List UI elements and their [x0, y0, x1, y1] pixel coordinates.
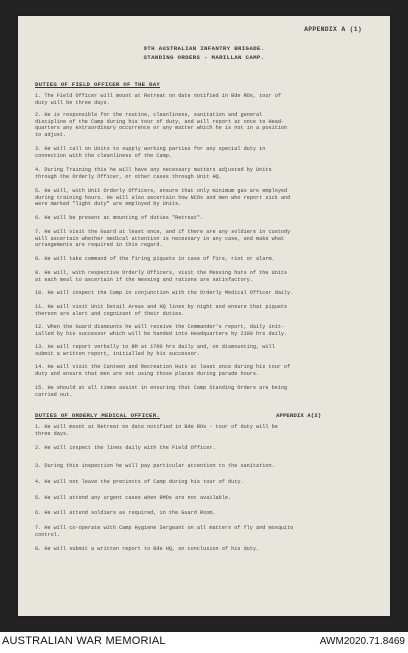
- section1-heading: DUTIES OF FIELD OFFICER OF THE DAY: [35, 81, 161, 88]
- section2-para: 6. He will attend soldiers as required, in the Guard Room.: [35, 510, 216, 516]
- section2-para: 8. He will submit a written report to Bde HQ, on conclusion of his duty.: [35, 546, 260, 552]
- section1-para: 7. He will visit the Guard at least once, and if there are any soldiers in custody will ascertain whether medical attention is necessary in any case, and make what arrangements are required in this regard.: [35, 229, 291, 249]
- section2-para: 3. During this inspection he will pay particular attention to the sanitation.: [35, 463, 275, 469]
- section1-para: 2. He is responsible for the routine, cleanliness, sanitation and general discipline of the Camp during his tour of duty, and will report at once to Head- quarters any extraordinary occurrence or any matter which he is not in a position to adjust.: [35, 112, 288, 138]
- section2-para: 5. He will attend any urgent cases when RMOs are not available.: [35, 495, 232, 501]
- section1-para: 11. He will visit Unit Detail Areas and HQ lines by night and ensure that piquets thereon are alert and cognizant of their duties.: [35, 304, 288, 317]
- section1-para: 10. He will inspect the Camp in conjunction with the Orderly Medical Officer daily.: [35, 290, 294, 296]
- section1-para: 13. He will report verbally to BM at 1700 hrs daily and, on dismounting, will submit a written report, initialled by his successor.: [35, 344, 275, 357]
- section1-para: 14. He will visit the Canteen and Recreation Huts at least once during his tour of duty and ensure that men are not using those places during parade hours.: [35, 364, 291, 377]
- footer-bar: [0, 632, 408, 653]
- section2-para: 1. He will mount at Retreat on date notified in Bde ROs - tour of duty will be three days.: [35, 424, 278, 437]
- orders-header: STANDING ORDERS - MARILLAN CAMP.: [143, 54, 265, 61]
- section1-para: 12. When the Guard dismounts he will receive the Commander's report, daily init- ialled by his successor which will be handed into Headquarters by 2100 hrs daily.: [35, 324, 288, 337]
- section1-para: 5. He will, with Unit Orderly Officers, ensure that only minimum gas are employed during training hours. He will also ascertain how NCOs and men who report sick and were marked "light duty" are employed by Units.: [35, 188, 291, 208]
- brigade-header: 9TH AUSTRALIAN INFANTRY BRIGADE.: [143, 45, 265, 52]
- section2-heading: DUTIES OF ORDERLY MEDICAL OFFICER.: [35, 412, 161, 419]
- section1-para: 9. He will, with respective Orderly Officers, visit the Messing huts of the Units at each meal to ascertain if the messing and rations are satisfactory.: [35, 270, 288, 283]
- section2-para: 2. He will inspect the lines daily with the Field Officer.: [35, 445, 216, 451]
- section1-para: 1. The Field Officer will mount at Retreat on date notified in Bde ROs, tour of duty will be three days.: [35, 93, 281, 106]
- section2-appendix-reference: APPENDIX A(2): [276, 412, 322, 419]
- section1-para: 6. He will be present at mounting of duties "Retreat".: [35, 215, 204, 221]
- section2-para: 7. He will co-operate with Camp Hygiene Sergeant on all matters of fly and mosquito control.: [35, 525, 294, 538]
- section2-para: 4. He will not leave the precincts of Camp during his tour of duty.: [35, 479, 244, 485]
- document-page: [18, 16, 390, 616]
- section1-para: 3. He will call on Units to supply working parties for any special duty in connection with the cleanliness of the Camp.: [35, 146, 266, 159]
- item-id: AWM2020.71.8469: [319, 636, 405, 647]
- collection-name: AUSTRALIAN WAR MEMORIAL: [2, 635, 166, 647]
- section1-para: 15. He should at all times assist in ensuring that Camp Standing Orders are being carried out.: [35, 385, 288, 398]
- section1-para: 8. He will take command of the firing piquets in case of fire, riot or alarm.: [35, 256, 275, 262]
- section1-para: 4. During Training this he will have any necessary matters adjusted by Units through the Orderly Officer, or other cases through Unit HQ.: [35, 167, 272, 180]
- appendix-reference: APPENDIX A (1): [304, 26, 362, 33]
